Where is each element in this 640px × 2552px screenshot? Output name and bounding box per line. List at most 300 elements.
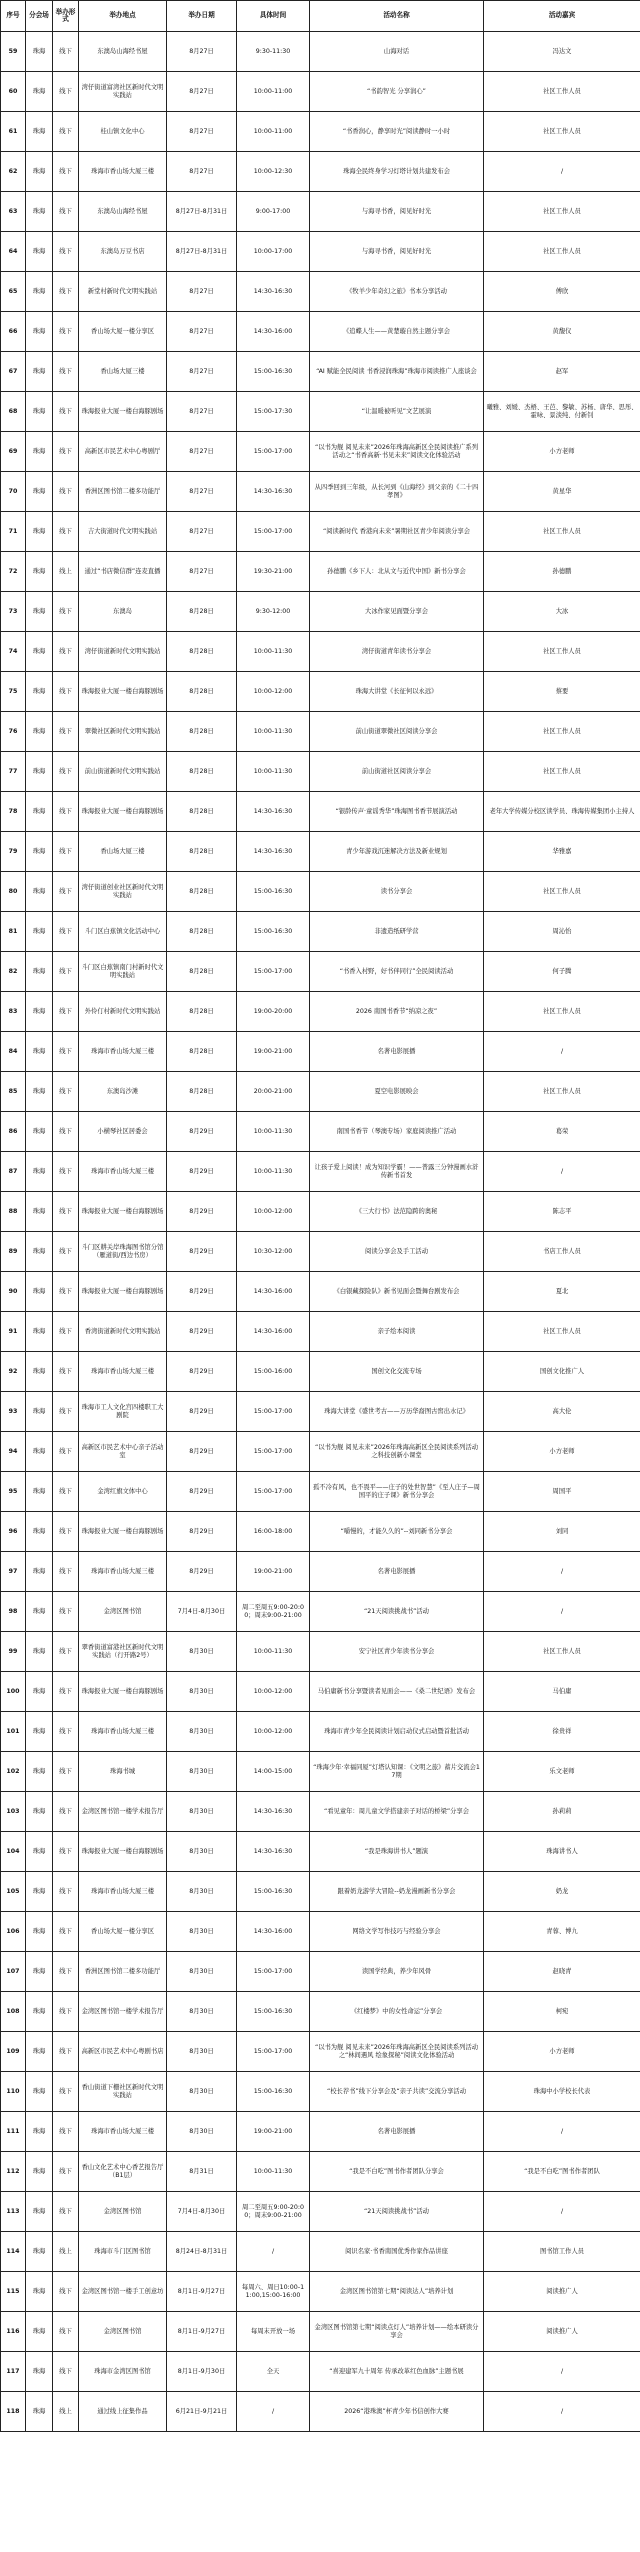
guest-cell: / [484, 1152, 640, 1192]
table-row [1, 72, 640, 112]
venue-cell: 珠海 [26, 1072, 53, 1112]
guest-cell: 社区工作人员 [484, 232, 640, 272]
time-cell: 15:00-16:30 [237, 1872, 310, 1912]
time-cell: 15:00-16:30 [237, 1992, 310, 2032]
venue-cell: 珠海 [26, 1952, 53, 1992]
activity-cell: “以书为舰 阅见未来”2026年珠海高新区全民阅读推广系列活动之“书香高新·书见未来”阅读文化体验活动 [310, 432, 484, 472]
date-cell: 8月27日 [167, 432, 237, 472]
table-row [1, 112, 640, 152]
table-row [1, 312, 640, 352]
table-row [1, 752, 640, 792]
venue-cell: 珠海 [26, 2272, 53, 2312]
time-cell: 9:30-12:00 [237, 592, 310, 632]
time-cell: 14:30-16:00 [237, 1312, 310, 1352]
table-row [1, 392, 640, 432]
venue-cell: 珠海 [26, 712, 53, 752]
location-cell: 金湾区图书馆一楼学术报告厅 [79, 1992, 167, 2032]
table-row [1, 232, 640, 272]
date-cell: 8月27日 [167, 352, 237, 392]
format-cell: 线下 [53, 792, 79, 832]
guest-cell: 蔡要 [484, 672, 640, 712]
venue-cell: 珠海 [26, 2312, 53, 2352]
table-row [1, 2152, 640, 2192]
location-cell: 湾仔街道富湾社区新时代文明实践站 [79, 72, 167, 112]
location-cell: 东澳岛山海经书屋 [79, 192, 167, 232]
location-cell: 珠海报业大厦一楼白海豚剧场 [79, 1512, 167, 1552]
format-cell: 线下 [53, 2152, 79, 2192]
activity-cell: 《白银藏探险队》新书见面会暨舞台剧发布会 [310, 1272, 484, 1312]
guest-cell: / [484, 152, 640, 192]
time-cell: 14:30-16:30 [237, 472, 310, 512]
activity-cell: “阅读新时代 香港向未来”暑期社区青少年阅读分享会 [310, 512, 484, 552]
format-cell: 线下 [53, 2032, 79, 2072]
guest-cell: 柯宛 [484, 1992, 640, 2032]
serial-cell: 87 [1, 1152, 26, 1192]
date-cell: 8月27日 [167, 72, 237, 112]
location-cell: 新堂村新时代文明实践站 [79, 272, 167, 312]
table-row [1, 1792, 640, 1832]
time-cell: 15:00-17:00 [237, 512, 310, 552]
activity-cell: “校长荐书”线下分享会及“亲子共读”交流分享活动 [310, 2072, 484, 2112]
date-cell: 8月28日 [167, 592, 237, 632]
venue-cell: 珠海 [26, 112, 53, 152]
serial-cell: 98 [1, 1592, 26, 1632]
time-cell: 15:00-16:30 [237, 352, 310, 392]
table-row [1, 1552, 640, 1592]
guest-cell: 刘同 [484, 1512, 640, 1552]
activity-cell: 阅读分享会及手工活动 [310, 1232, 484, 1272]
time-cell: / [237, 2232, 310, 2272]
time-cell: 10:00-11:30 [237, 712, 310, 752]
format-cell: 线下 [53, 1232, 79, 1272]
activity-cell: “珠海少年·幸福同厦”灯塔认知课：《文明之旅》蓄片交流会17期 [310, 1752, 484, 1792]
serial-cell: 74 [1, 632, 26, 672]
date-cell: 8月29日 [167, 1272, 237, 1312]
activity-cell: 亲子绘本阅读 [310, 1312, 484, 1352]
activity-cell: 非遗造纸研学营 [310, 912, 484, 952]
format-cell: 线下 [53, 1072, 79, 1112]
venue-cell: 珠海 [26, 1152, 53, 1192]
location-cell: 珠海市香山场大厦三楼 [79, 1712, 167, 1752]
table-row [1, 952, 640, 992]
guest-cell: 大冰 [484, 592, 640, 632]
activity-cell: 《红楼梦》中的女性命运”分享会 [310, 1992, 484, 2032]
activity-cell: 大冰作家见面暨分享会 [310, 592, 484, 632]
activity-cell: 金湾区图书馆第七期“阅读点灯人”培养计划——绘本研读分享会 [310, 2312, 484, 2352]
serial-cell: 59 [1, 32, 26, 72]
format-cell: 线下 [53, 1152, 79, 1192]
serial-cell: 94 [1, 1432, 26, 1472]
guest-cell: 小方老师 [484, 432, 640, 472]
activity-cell: 金湾区图书馆第七期“阅读达人”培养计划 [310, 2272, 484, 2312]
time-cell: 14:30-16:00 [237, 312, 310, 352]
venue-cell: 珠海 [26, 512, 53, 552]
location-cell: 湾仔街道创业社区新时代文明实践站 [79, 872, 167, 912]
serial-cell: 82 [1, 952, 26, 992]
venue-cell: 珠海 [26, 2352, 53, 2392]
format-cell: 线下 [53, 2312, 79, 2352]
time-cell: 周二至周五9:00-20:00；周末9:00-21:00 [237, 1592, 310, 1632]
table-row [1, 1312, 640, 1352]
venue-cell: 珠海 [26, 192, 53, 232]
format-cell: 线下 [53, 752, 79, 792]
time-cell: 10:00-12:00 [237, 1192, 310, 1232]
format-cell: 线下 [53, 1392, 79, 1432]
date-cell: 8月27日 [167, 512, 237, 552]
time-cell: 19:30-21:00 [237, 552, 310, 592]
time-cell: 19:00-21:00 [237, 1552, 310, 1592]
activity-cell: 2026 南国书香节“纳凉之夜” [310, 992, 484, 1032]
time-cell: 10:30-12:00 [237, 1232, 310, 1272]
table-row [1, 152, 640, 192]
time-cell: 15:00-17:00 [237, 2032, 310, 2072]
guest-cell: / [484, 1032, 640, 1072]
venue-cell: 珠海 [26, 32, 53, 72]
date-cell: 8月28日 [167, 792, 237, 832]
venue-cell: 珠海 [26, 2032, 53, 2072]
format-cell: 线下 [53, 512, 79, 552]
guest-cell: 珠海中小学校长代表 [484, 2072, 640, 2112]
table-row [1, 2032, 640, 2072]
table-row [1, 592, 640, 632]
serial-cell: 118 [1, 2392, 26, 2432]
location-cell: 香山场大厦一楼分享区 [79, 1912, 167, 1952]
format-cell: 线下 [53, 1192, 79, 1232]
date-cell: 8月27日 [167, 112, 237, 152]
venue-cell: 珠海 [26, 272, 53, 312]
location-cell: 香湾街道新时代文明实践站 [79, 1312, 167, 1352]
format-cell: 线下 [53, 672, 79, 712]
venue-cell: 珠海 [26, 2192, 53, 2232]
guest-cell: 阅读推广人 [484, 2312, 640, 2352]
location-cell: 珠海报业大厦一楼白海豚剧场 [79, 792, 167, 832]
venue-cell: 珠海 [26, 1712, 53, 1752]
serial-cell: 116 [1, 2312, 26, 2352]
activity-cell: “嚼慢的，才能久久的”--刘同新书分享会 [310, 1512, 484, 1552]
table-row [1, 1352, 640, 1392]
time-cell: 15:00-16:30 [237, 872, 310, 912]
serial-cell: 97 [1, 1552, 26, 1592]
activity-cell: 珠海市青少年全民阅读计划启动仪式启动暨首批活动 [310, 1712, 484, 1752]
location-cell: 小横琴社区居委会 [79, 1112, 167, 1152]
date-cell: 8月24日-8月31日 [167, 2232, 237, 2272]
serial-cell: 90 [1, 1272, 26, 1312]
activity-cell: 跟着奶龙游学大冒险--奶龙漫画新书分享会 [310, 1872, 484, 1912]
activity-cell: 国创文化交流专场 [310, 1352, 484, 1392]
format-cell: 线下 [53, 1672, 79, 1712]
location-cell: 金湾红旗文体中心 [79, 1472, 167, 1512]
location-cell: 香山场大厦三楼 [79, 352, 167, 392]
activity-cell: 网络文学写作技巧与经验分享会 [310, 1912, 484, 1952]
location-cell: 金湾区图书馆 [79, 1592, 167, 1632]
format-cell: 线下 [53, 1832, 79, 1872]
guest-cell: 小方老师 [484, 2032, 640, 2072]
activity-cell: “让温暖被听见”文艺展演 [310, 392, 484, 432]
table-row [1, 512, 640, 552]
date-cell: 6月21日-9月21日 [167, 2392, 237, 2432]
serial-cell: 83 [1, 992, 26, 1032]
venue-cell: 珠海 [26, 1752, 53, 1792]
table-row [1, 472, 640, 512]
format-cell: 线下 [53, 392, 79, 432]
venue-cell: 珠海 [26, 752, 53, 792]
time-cell: 全天 [237, 2352, 310, 2392]
date-cell: 8月30日 [167, 1792, 237, 1832]
serial-cell: 108 [1, 1992, 26, 2032]
activity-cell: 夏空电影展映会 [310, 1072, 484, 1112]
venue-cell: 珠海 [26, 872, 53, 912]
table-row [1, 2232, 640, 2272]
table-row [1, 2072, 640, 2112]
table-row [1, 1152, 640, 1192]
guest-cell: 周国平 [484, 1472, 640, 1512]
guest-cell: 珠海讲书人 [484, 1832, 640, 1872]
format-cell: 线下 [53, 912, 79, 952]
guest-cell: 社区工作人员 [484, 712, 640, 752]
time-cell: 10:00-17:00 [237, 232, 310, 272]
time-cell: 周二至周五9:00-20:00；周末9:00-21:00 [237, 2192, 310, 2232]
serial-cell: 88 [1, 1192, 26, 1232]
format-cell: 线下 [53, 1432, 79, 1472]
time-cell: 15:00-16:00 [237, 1352, 310, 1392]
table-row [1, 1672, 640, 1712]
venue-cell: 珠海 [26, 1872, 53, 1912]
time-cell: 10:00-11:30 [237, 2152, 310, 2192]
table-row [1, 352, 640, 392]
activity-cell: 阅识名家·书香南国优秀作家作品讲座 [310, 2232, 484, 2272]
date-cell: 8月30日 [167, 1672, 237, 1712]
date-cell: 8月29日 [167, 1232, 237, 1272]
date-cell: 8月28日 [167, 672, 237, 712]
activity-cell: 孙德鹏《乡下人：北从文与近代中国》新书分享会 [310, 552, 484, 592]
time-cell: 10:00-12:00 [237, 1712, 310, 1752]
date-cell: 8月29日 [167, 1432, 237, 1472]
activity-cell: “书香入村野，好书伴同行”全民阅读活动 [310, 952, 484, 992]
format-cell: 线下 [53, 1272, 79, 1312]
activity-cell: 从四季回到三年级，从长河到《山海经》到父亲的《二十四孝图》 [310, 472, 484, 512]
serial-cell: 85 [1, 1072, 26, 1112]
location-cell: 珠海市香山场大厦三楼 [79, 1552, 167, 1592]
table-row [1, 1192, 640, 1232]
serial-cell: 78 [1, 792, 26, 832]
time-cell: 15:00-17:30 [237, 392, 310, 432]
location-cell: 斗门区耕关岸珠海图书馆分馆（雁道街/西边书房） [79, 1232, 167, 1272]
format-cell: 线下 [53, 1512, 79, 1552]
venue-cell: 珠海 [26, 312, 53, 352]
venue-cell: 珠海 [26, 1352, 53, 1392]
time-cell: 15:00-16:30 [237, 2072, 310, 2112]
time-cell: 15:00-17:00 [237, 1952, 310, 1992]
time-cell: 14:00-15:00 [237, 1752, 310, 1792]
date-cell: 8月29日 [167, 1152, 237, 1192]
date-cell: 8月30日 [167, 1952, 237, 1992]
guest-cell: 图书馆工作人员 [484, 2232, 640, 2272]
date-cell: 8月28日 [167, 832, 237, 872]
date-cell: 8月30日 [167, 2032, 237, 2072]
guest-cell: / [484, 2192, 640, 2232]
time-cell: 14:30-16:30 [237, 792, 310, 832]
serial-cell: 81 [1, 912, 26, 952]
serial-cell: 70 [1, 472, 26, 512]
table-row [1, 992, 640, 1032]
activity-cell: 名著电影展播 [310, 2112, 484, 2152]
serial-cell: 115 [1, 2272, 26, 2312]
serial-cell: 100 [1, 1672, 26, 1712]
venue-cell: 珠海 [26, 1992, 53, 2032]
venue-cell: 珠海 [26, 2072, 53, 2112]
table-row [1, 1992, 640, 2032]
activity-cell: “21天阅读挑战书”活动 [310, 1592, 484, 1632]
location-cell: 珠海市香山场大厦三楼 [79, 1352, 167, 1392]
serial-cell: 99 [1, 1632, 26, 1672]
serial-cell: 96 [1, 1512, 26, 1552]
location-cell: 珠海报业大厦一楼白海豚剧场 [79, 1192, 167, 1232]
table-row [1, 2192, 640, 2232]
activity-cell: 读国学经典，养少年风骨 [310, 1952, 484, 1992]
guest-cell: 青蓉、博九 [484, 1912, 640, 1952]
activity-cell: 珠海全民终身学习灯塔计划共建发布会 [310, 152, 484, 192]
activity-cell: 让孩子爱上阅读！成为知识学霸！——普露三分钟漫画水浒传新书首发 [310, 1152, 484, 1192]
format-cell: 线下 [53, 952, 79, 992]
serial-cell: 62 [1, 152, 26, 192]
activity-cell: “AI 赋能全民阅读 书香浸润珠海”珠海市阅读推广人座谈会 [310, 352, 484, 392]
time-cell: 10:00-12:00 [237, 1672, 310, 1712]
location-cell: 香洲区图书馆二楼多功能厅 [79, 472, 167, 512]
venue-cell: 珠海 [26, 352, 53, 392]
activity-cell: 读书分享会 [310, 872, 484, 912]
serial-cell: 77 [1, 752, 26, 792]
table-row [1, 872, 640, 912]
serial-cell: 63 [1, 192, 26, 232]
location-cell: 斗门区白蕉镇文化活动中心 [79, 912, 167, 952]
location-cell: 珠海书城 [79, 1752, 167, 1792]
format-cell: 线下 [53, 1032, 79, 1072]
date-cell: 8月1日-9月27日 [167, 2272, 237, 2312]
location-cell: 金湾区图书馆一楼学术报告厅 [79, 1792, 167, 1832]
venue-cell: 珠海 [26, 592, 53, 632]
date-cell: 8月30日 [167, 1992, 237, 2032]
serial-cell: 95 [1, 1472, 26, 1512]
venue-cell: 珠海 [26, 832, 53, 872]
activity-cell: 2026“港珠澳”杯青少年书信创作大赛 [310, 2392, 484, 2432]
date-cell: 8月27日 [167, 312, 237, 352]
location-cell: 翠微社区新时代文明实践站 [79, 712, 167, 752]
format-cell: 线下 [53, 632, 79, 672]
activity-cell: 《牧羊少年奇幻之旅》书本分享活动 [310, 272, 484, 312]
serial-cell: 91 [1, 1312, 26, 1352]
serial-cell: 89 [1, 1232, 26, 1272]
format-cell: 线下 [53, 1712, 79, 1752]
guest-cell: / [484, 2392, 640, 2432]
activity-cell: 孤不冷有风，也不畏平——庄子的处世智慧”《至人庄子—周国平的庄子课》新书分享会 [310, 1472, 484, 1512]
header-date: 举办日期 [167, 1, 237, 32]
date-cell: 8月27日 [167, 152, 237, 192]
format-cell: 线下 [53, 1992, 79, 2032]
table-row [1, 1392, 640, 1432]
date-cell: 7月4日-8月30日 [167, 1592, 237, 1632]
table-row [1, 912, 640, 952]
location-cell: 香洲区图书馆二楼多功能厅 [79, 1952, 167, 1992]
table-row [1, 2312, 640, 2352]
table-row [1, 1032, 640, 1072]
location-cell: 翠香街道富港社区新时代文明实践站（行开路2号） [79, 1632, 167, 1672]
guest-cell: 何子腾 [484, 952, 640, 992]
activity-cell: 与海寻书香，阅见好时光 [310, 232, 484, 272]
format-cell: 线下 [53, 432, 79, 472]
venue-cell: 珠海 [26, 1512, 53, 1552]
activity-cell: “看见童年：周儿童文学搭建亲子对话的桥梁”分享会 [310, 1792, 484, 1832]
location-cell: 桂山镇文化中心 [79, 112, 167, 152]
venue-cell: 珠海 [26, 1672, 53, 1712]
serial-cell: 117 [1, 2352, 26, 2392]
activity-cell: 名著电影展播 [310, 1552, 484, 1592]
serial-cell: 101 [1, 1712, 26, 1752]
serial-cell: 86 [1, 1112, 26, 1152]
location-cell: 金湾区图书馆 [79, 2192, 167, 2232]
location-cell: 吉大街道时代文明实践站 [79, 512, 167, 552]
guest-cell: 徐贵祥 [484, 1712, 640, 1752]
venue-cell: 珠海 [26, 992, 53, 1032]
date-cell: 8月1日-9月27日 [167, 2312, 237, 2352]
guest-cell: 老年大学传媒分校区读学员、珠海传媒集团小主持人 [484, 792, 640, 832]
location-cell: 香山文化艺术中心香艺报告厅（B1层） [79, 2152, 167, 2192]
time-cell: 15:00-17:00 [237, 1472, 310, 1512]
date-cell: 8月28日 [167, 952, 237, 992]
location-cell: 珠海市香山场大厦三楼 [79, 1872, 167, 1912]
guest-cell: 社区工作人员 [484, 752, 640, 792]
table-row [1, 1472, 640, 1512]
time-cell: 10:00-11:30 [237, 1632, 310, 1672]
location-cell: 珠海报业大厦一楼白海豚剧场 [79, 392, 167, 432]
time-cell: 14:30-16:30 [237, 1832, 310, 1872]
location-cell: 高新区市民艺术中心粤剧书店 [79, 2032, 167, 2072]
format-cell: 线下 [53, 352, 79, 392]
format-cell: 线下 [53, 72, 79, 112]
guest-cell: 夏北 [484, 1272, 640, 1312]
serial-cell: 109 [1, 2032, 26, 2072]
table-header-row [1, 1, 640, 32]
table-row [1, 2392, 640, 2432]
activity-cell: 前山街道社区阅读分享会 [310, 752, 484, 792]
guest-cell: “我是不白吃”图书作者团队 [484, 2152, 640, 2192]
venue-cell: 珠海 [26, 1832, 53, 1872]
table-row [1, 272, 640, 312]
location-cell: 香山场大厦一楼分享区 [79, 312, 167, 352]
venue-cell: 珠海 [26, 1632, 53, 1672]
table-row [1, 1832, 640, 1872]
date-cell: 8月29日 [167, 1512, 237, 1552]
serial-cell: 110 [1, 2072, 26, 2112]
table-row [1, 1112, 640, 1152]
venue-cell: 珠海 [26, 912, 53, 952]
guest-cell: 社区工作人员 [484, 992, 640, 1032]
guest-cell: 书店工作人员 [484, 1232, 640, 1272]
format-cell: 线下 [53, 112, 79, 152]
location-cell: 东澳岛万豆书店 [79, 232, 167, 272]
venue-cell: 珠海 [26, 552, 53, 592]
guest-cell: 社区工作人员 [484, 72, 640, 112]
date-cell: 8月29日 [167, 1192, 237, 1232]
guest-cell: 孙德鹏 [484, 552, 640, 592]
format-cell: 线下 [53, 2112, 79, 2152]
guest-cell: 黄馥仪 [484, 312, 640, 352]
header-venue: 分会场 [26, 1, 53, 32]
guest-cell: 社区工作人员 [484, 192, 640, 232]
venue-cell: 珠海 [26, 792, 53, 832]
serial-cell: 75 [1, 672, 26, 712]
table-row [1, 1752, 640, 1792]
venue-cell: 珠海 [26, 232, 53, 272]
